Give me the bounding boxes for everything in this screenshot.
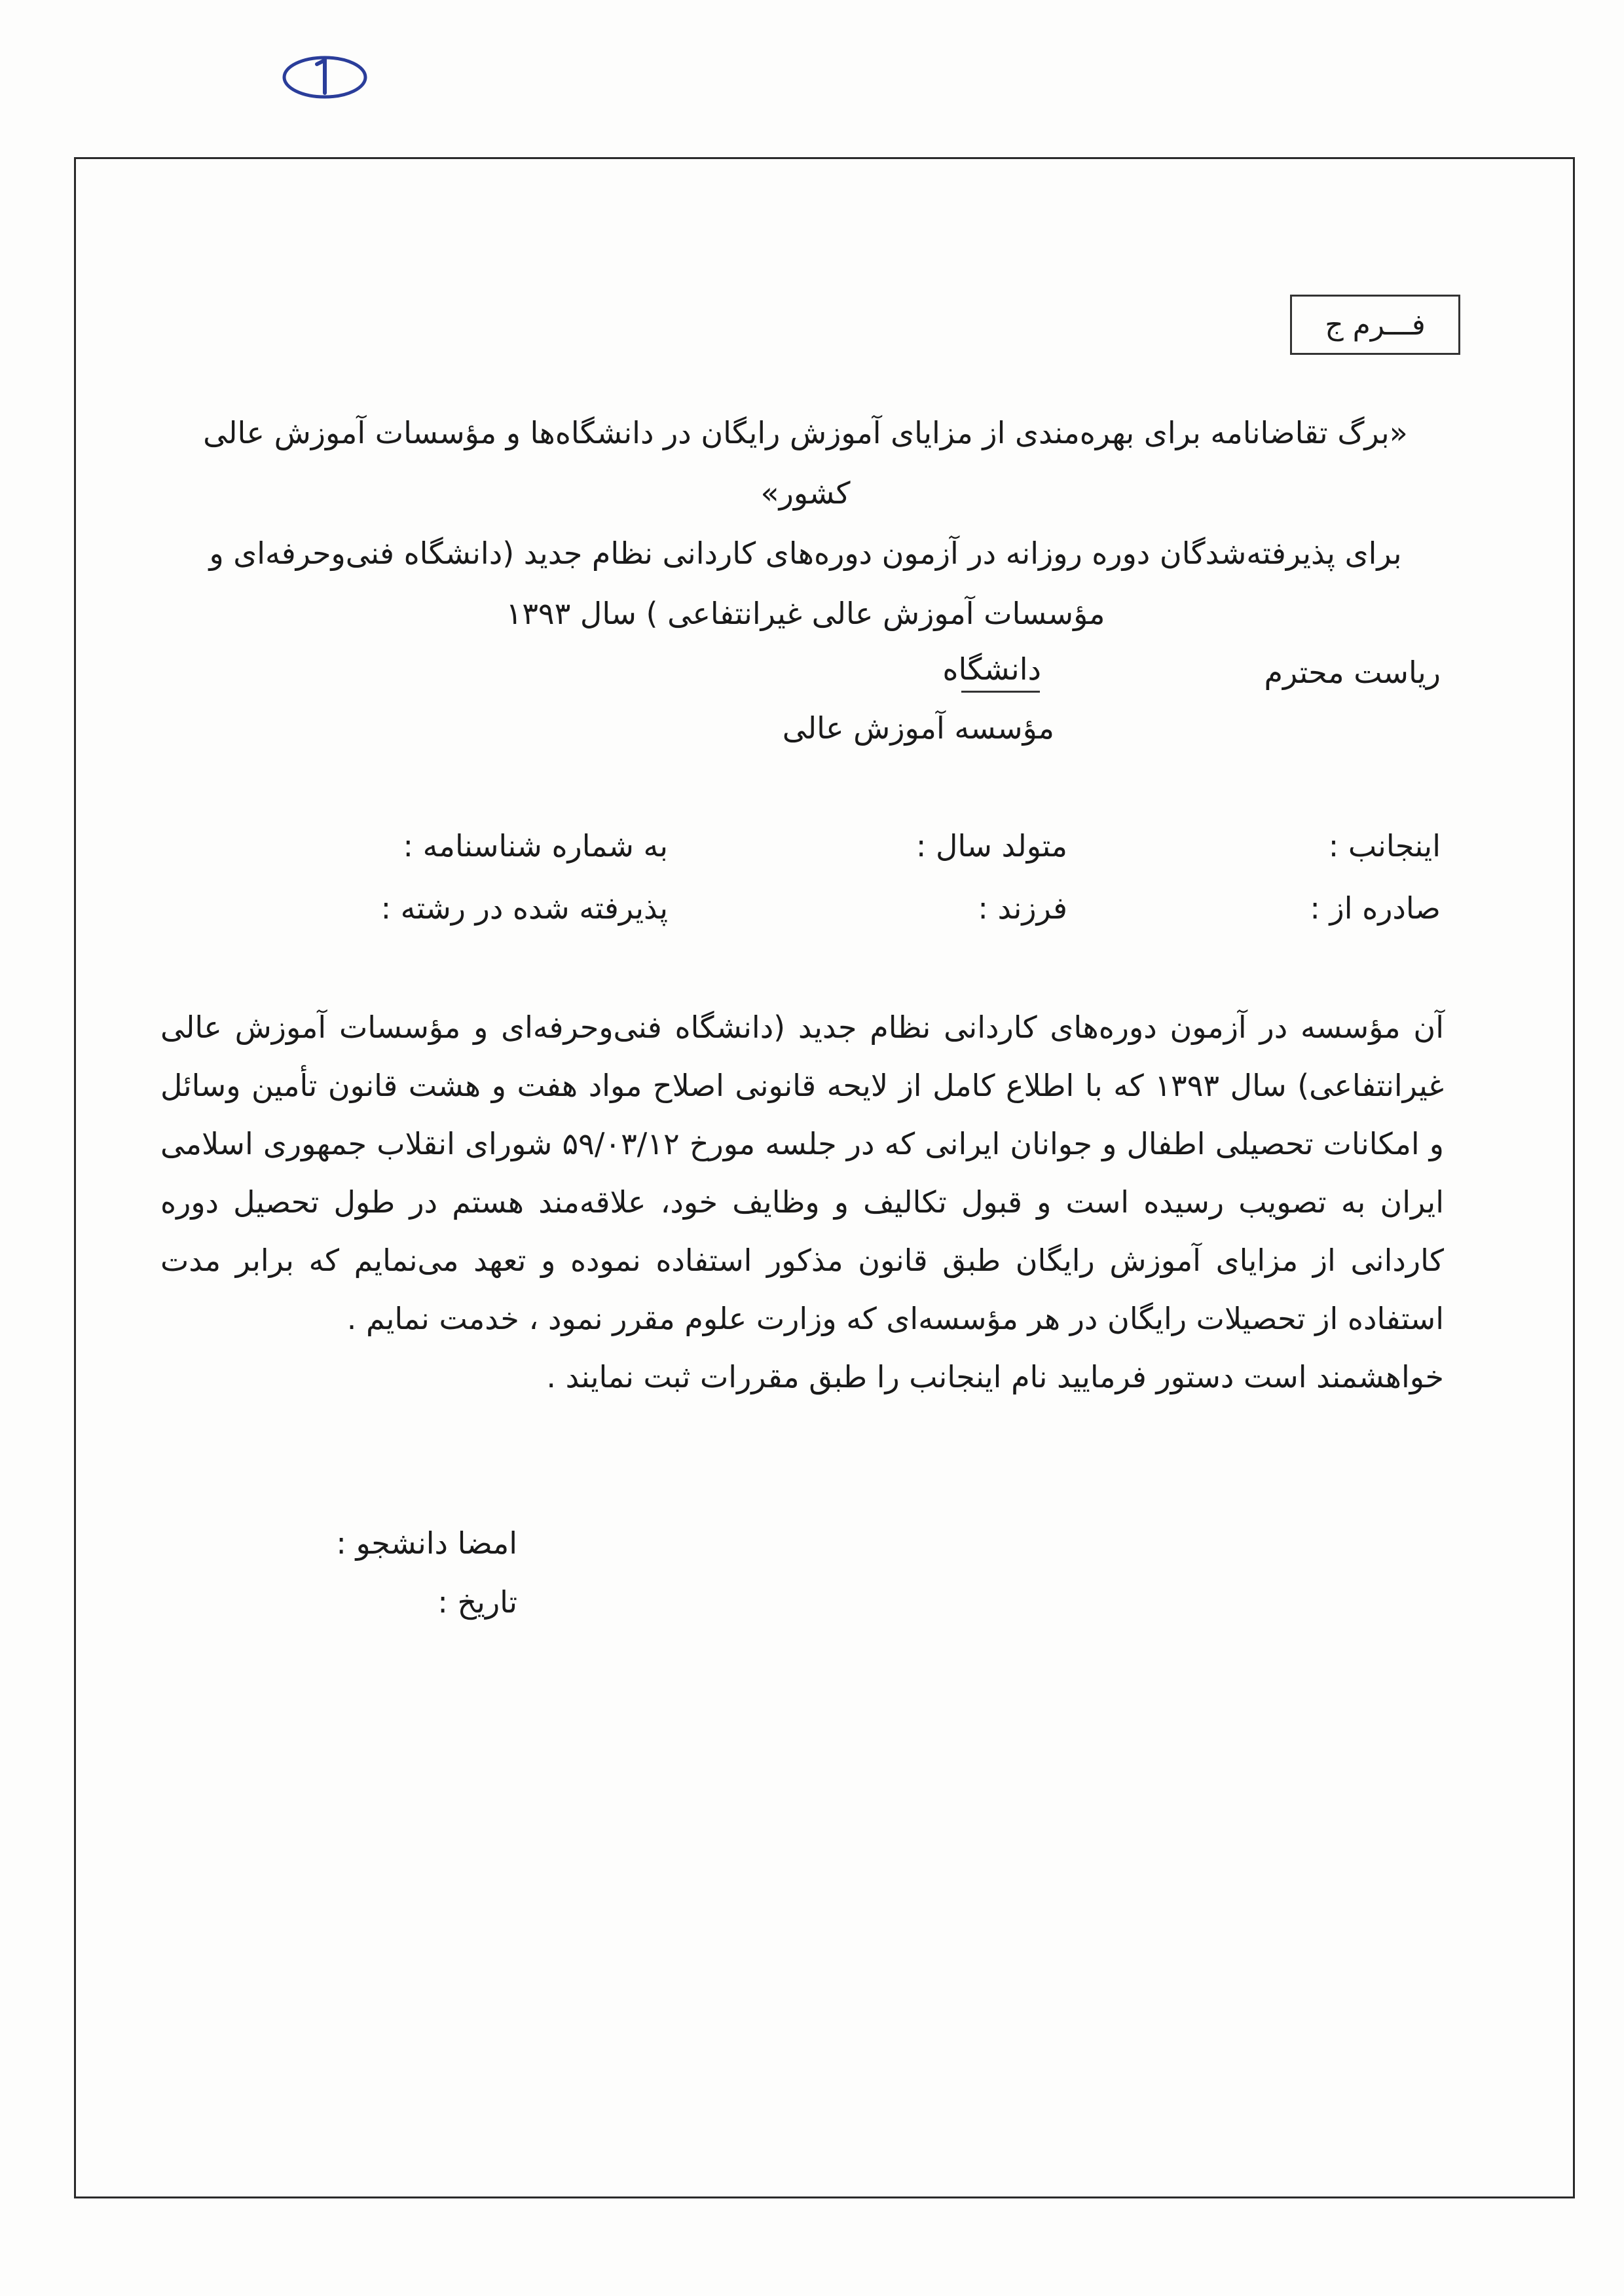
date-label: تاریخ : — [437, 1584, 517, 1620]
addressee: ریاست محترم — [1264, 655, 1441, 690]
title-line-2: برای پذیرفته‌شدگان دوره روزانه در آزمون دوره‌های کاردانی نظام جدید (دانشگاه فنی‌وحرفه‌ای و — [209, 536, 1402, 571]
closing-line: خواهشمند است دستور فرمایید نام اینجانب را طبق مقررات ثبت نمایند . — [546, 1359, 1444, 1394]
issued-from-field: صادره از : — [1310, 890, 1441, 926]
university-underline — [961, 691, 1040, 693]
title-line-3: مؤسسات آموزش عالی غیرانتفاعی ) سال ۱۳۹۳ — [506, 596, 1105, 631]
student-signature-label: امضا دانشجو : — [336, 1525, 517, 1561]
title-line-1: «برگ تقاضانامه برای بهره‌مندی از مزایای آموزش رایگان در دانشگاه‌ها و مؤسسات آموزش عالی کشور» — [203, 415, 1408, 511]
form-label: فـــرم ج — [1290, 295, 1460, 355]
child-of-field: فرزند : — [978, 890, 1067, 926]
university-label: دانشگاه — [942, 651, 1041, 687]
body-paragraph: آن مؤسسه در آزمون دوره‌های کاردانی نظام جدید (دانشگاه فنی‌وحرفه‌ای و مؤسسات آموزش عالی غیرانتفاعی) سال ۱۳۹۳ که با اطلاع کامل از لایحه قانونی اصلاح مواد هفت و هشت قانون تأمین وسائل و امکانات تحصیلی اطفال و جوانان ایرانی که در جلسه مورخ ۵۹/۰۳/۱۲ شورای انقلاب جمهوری اسلامی ایران به تصویب رسیده است و قبول تکالیف و وظایف خود، علاقه‌مند هستم در طول تحصیل دوره کاردانی از مزایای آموزش رایگان طبق قانون مذکور استفاده نموده و تعهد می‌نمایم که برابر مدت استفاده از تحصیلات رایگان در هر مؤسسه‌ای که وزارت علوم مقرر نمود ، خدمت نمایم . — [160, 1010, 1444, 1336]
accepted-field-field: پذیرفته شده در رشته : — [380, 890, 668, 926]
form-title — [157, 403, 1454, 644]
body-text — [160, 998, 1444, 1406]
birth-year-field: متولد سال : — [915, 828, 1067, 864]
institution-label: مؤسسه آموزش عالی — [782, 710, 1054, 746]
page-number-marker — [278, 50, 376, 102]
id-number-field: به شماره شناسنامه : — [403, 828, 668, 864]
applicant-field: اینجانب : — [1328, 828, 1441, 864]
